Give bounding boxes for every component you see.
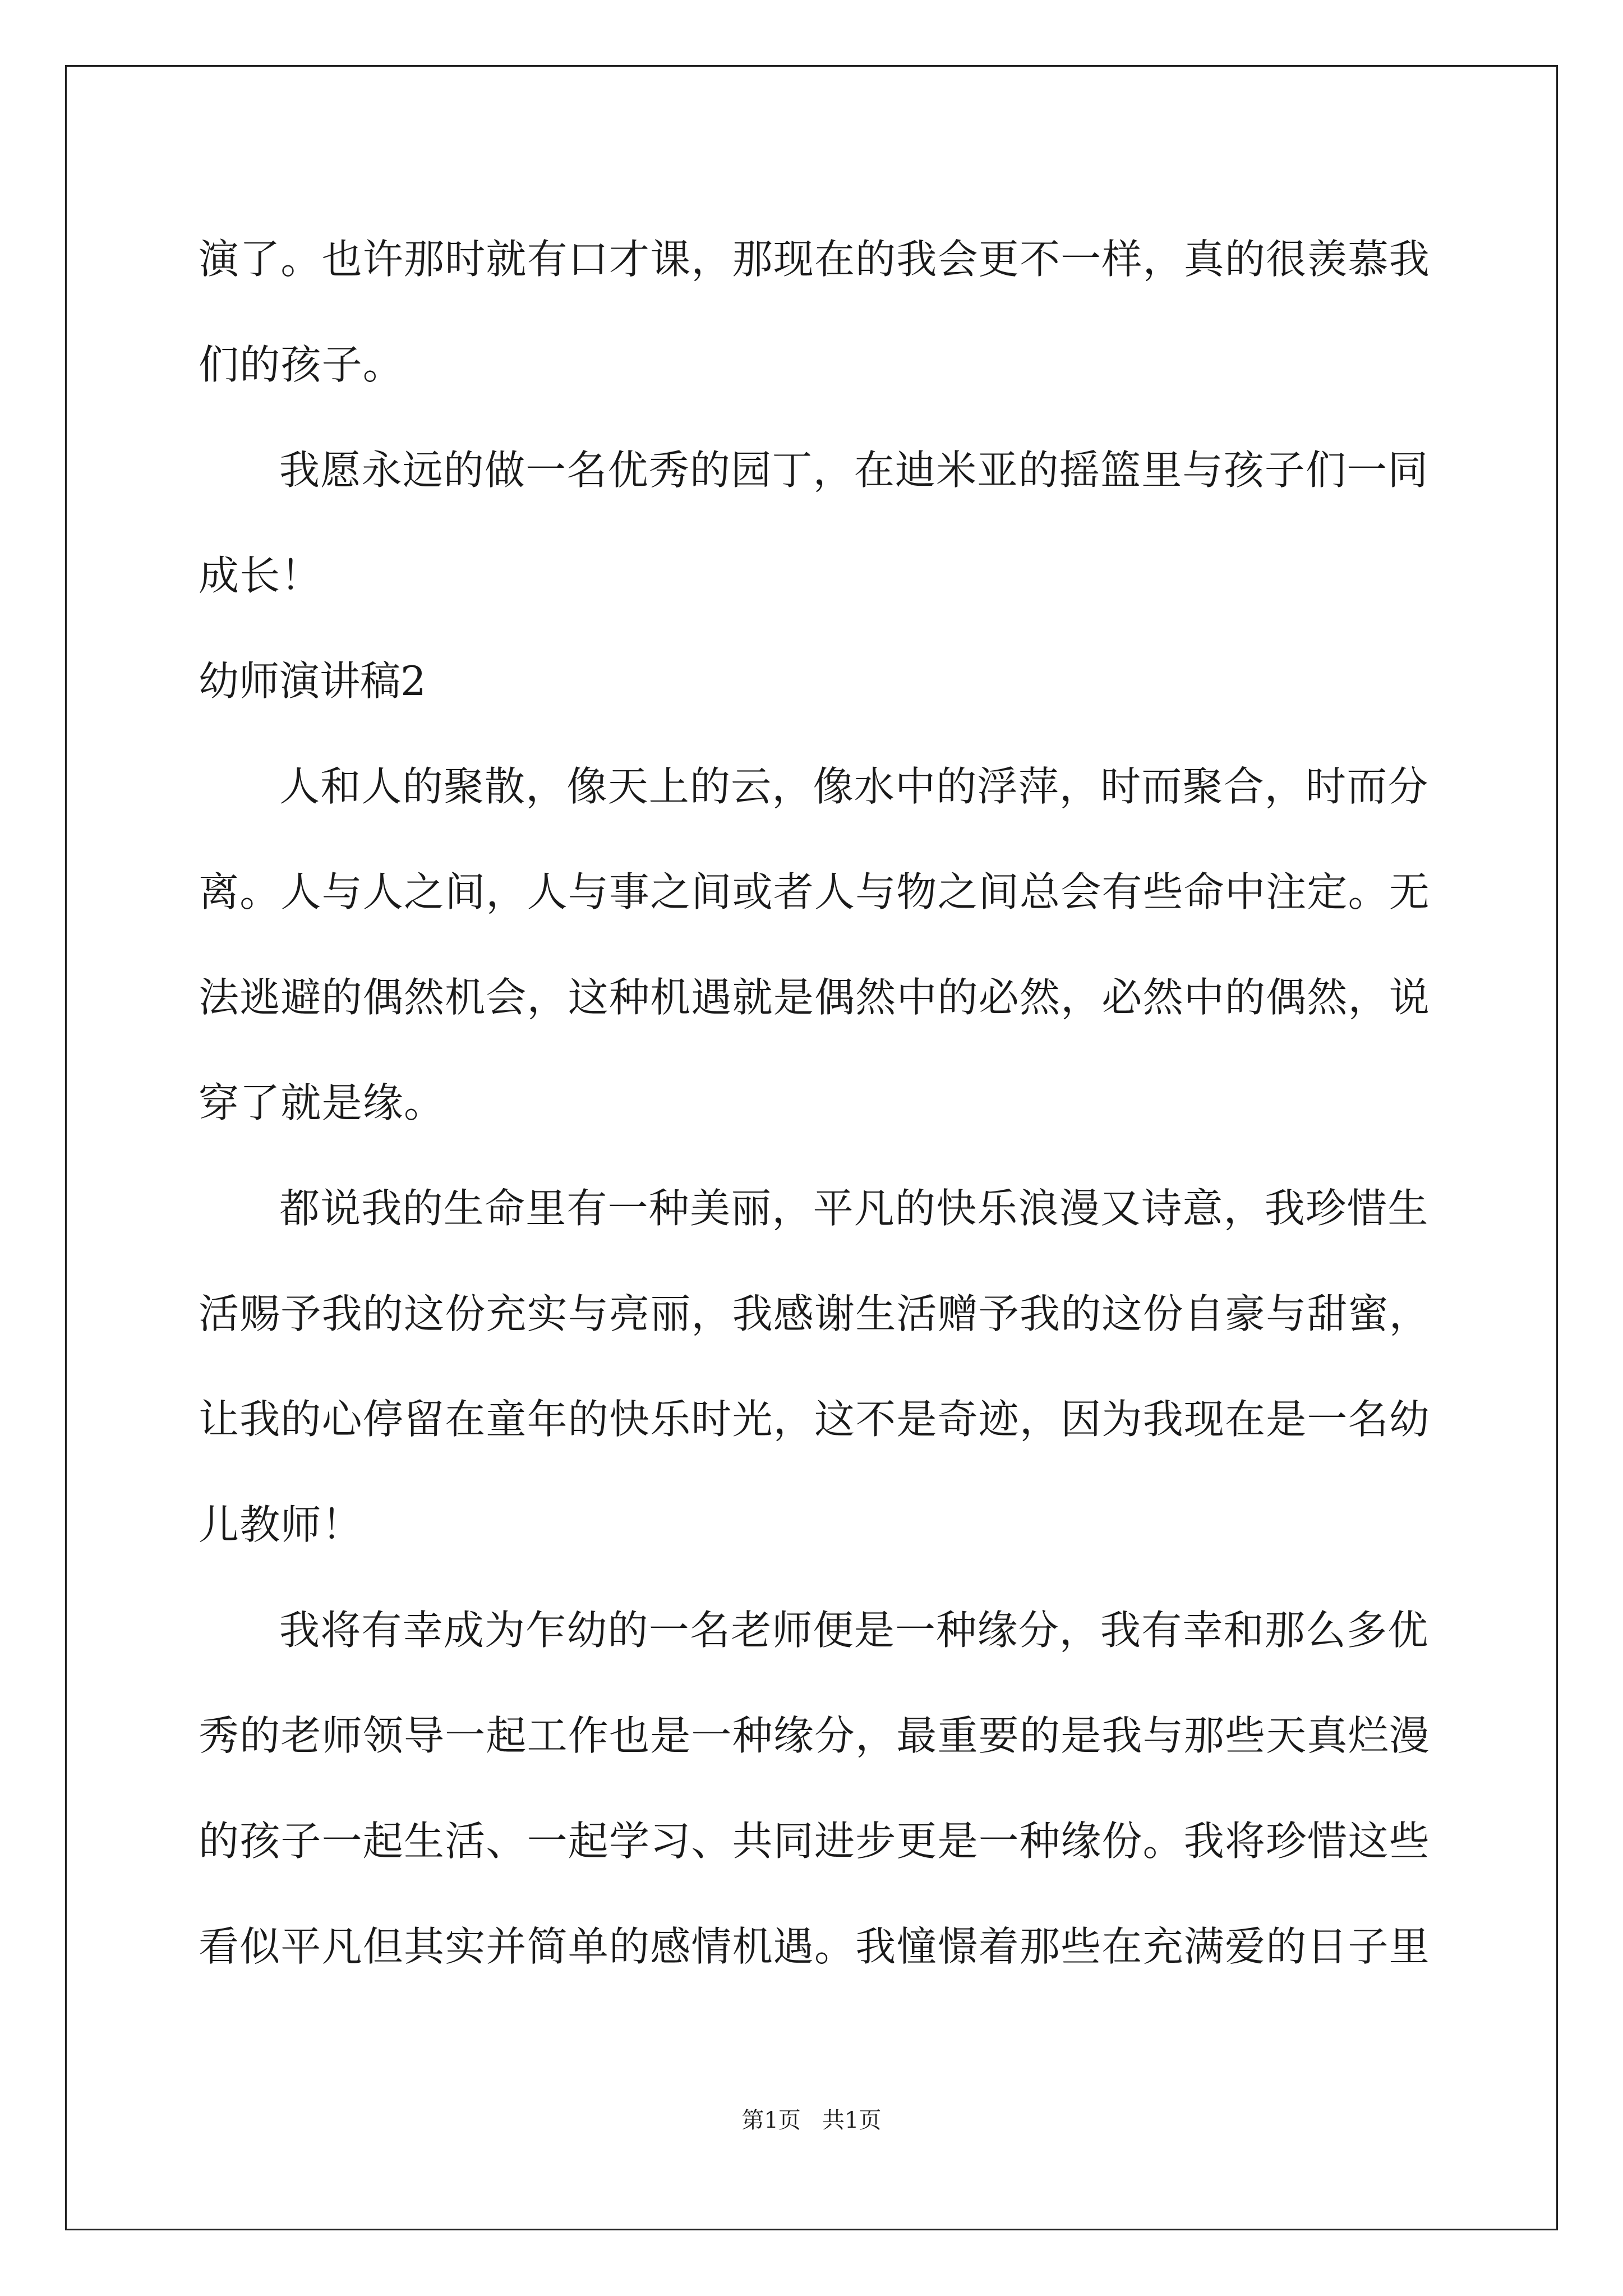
text-line: 演了。也许那时就有口才课，那现在的我会更不一样，真的很羡慕我 bbox=[199, 236, 1431, 283]
text-line: 秀的老师领导一起工作也是一种缘分，最重要的是我与那些天真烂漫 bbox=[199, 1712, 1431, 1759]
text-line: 我愿永远的做一名优秀的园丁，在迪米亚的摇篮里与孩子们一同 bbox=[279, 447, 1429, 494]
text-line: 的孩子一起生活、一起学习、共同进步更是一种缘份。我将珍惜这些 bbox=[199, 1818, 1431, 1865]
text-line: 法逃避的偶然机会，这种机遇就是偶然中的必然，必然中的偶然，说 bbox=[199, 974, 1431, 1021]
text-line: 们的孩子。 bbox=[199, 341, 404, 388]
page-footer: 第1页 共1页 bbox=[741, 2108, 882, 2133]
text-line: 活赐予我的这份充实与亮丽，我感谢生活赠予我的这份自豪与甜蜜， bbox=[199, 1290, 1431, 1337]
text-line: 我将有幸成为乍幼的一名老师便是一种缘分，我有幸和那么多优 bbox=[279, 1607, 1429, 1654]
text-line: 人和人的聚散，像天上的云，像水中的浮萍，时而聚合，时而分 bbox=[279, 763, 1429, 810]
text-line: 都说我的生命里有一种美丽，平凡的快乐浪漫又诗意，我珍惜生 bbox=[279, 1185, 1429, 1232]
section-heading: 幼师演讲稿2 bbox=[199, 657, 426, 705]
text-line: 离。人与人之间，人与事之间或者人与物之间总会有些命中注定。无 bbox=[199, 868, 1431, 915]
text-line: 成长！ bbox=[199, 552, 322, 599]
document-body bbox=[199, 206, 1431, 1999]
text-line: 看似平凡但其实并简单的感情机遇。我憧憬着那些在充满爱的日子里 bbox=[199, 1923, 1431, 1970]
text-line: 让我的心停留在童年的快乐时光，这不是奇迹，因为我现在是一名幼 bbox=[199, 1396, 1431, 1443]
text-line: 穿了就是缘。 bbox=[199, 1079, 445, 1126]
text-line: 儿教师！ bbox=[199, 1501, 363, 1548]
